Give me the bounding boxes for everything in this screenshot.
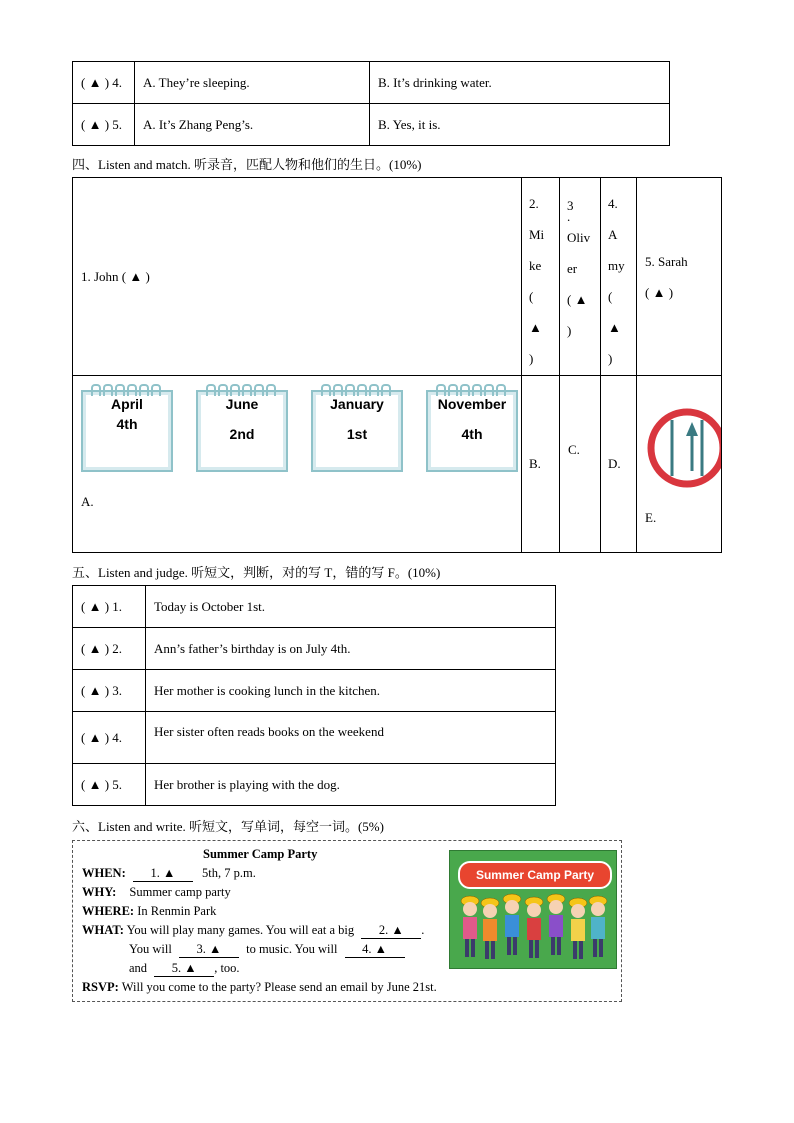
rsvp-line (82, 980, 437, 995)
person-oliver (560, 178, 601, 376)
what-text-1: You will play many games. You will eat a big (126, 923, 355, 937)
why-label: WHY: (82, 885, 117, 899)
calendar-day: 1st (346, 426, 368, 442)
statement: Her sister often reads books on the weekend (146, 712, 556, 764)
person-sarah (637, 178, 722, 376)
option-e-cell (637, 376, 722, 553)
amy-l4: ▲ (608, 320, 621, 335)
amy-l3: ( (608, 289, 613, 304)
sarah-l0: 5. Sarah (645, 253, 688, 269)
option-a: A. They’re sleeping. (135, 62, 370, 104)
section4-title: 四、Listen and match. 听录音，匹配人物和他们的生日。(10%) (72, 157, 422, 172)
mike-l4: ▲ (529, 320, 542, 335)
what-text-4: and (129, 961, 148, 975)
question-number: ( ▲ ) 5. (73, 104, 135, 146)
option-b: B. It’s drinking water. (370, 62, 670, 104)
oliver-l4: ( ▲ (567, 292, 588, 307)
oliver-l5: ) (567, 323, 572, 338)
mike-l3: ( (529, 289, 534, 304)
where-label: WHERE: (82, 904, 135, 918)
section6-title: 六、Listen and write. 听短文，写单词，每空一词。(5%) (72, 819, 384, 834)
what-text-2: You will (129, 942, 172, 956)
rsvp-text: Will you come to the party? Please send an email by June 21st. (121, 980, 437, 994)
calendar-month: January (330, 396, 384, 412)
option-a: A. It’s Zhang Peng’s. (135, 104, 370, 146)
what-line-2 (129, 942, 405, 958)
sarah-l1: ( ▲ ) (645, 284, 674, 300)
blank-3: 3. ▲ (179, 942, 239, 958)
option-a-cell (73, 376, 522, 553)
children-group-icon (450, 889, 616, 969)
statement: Today is October 1st. (146, 586, 556, 628)
party-banner: Summer Camp Party (458, 861, 612, 889)
table-row (73, 764, 556, 806)
person-mike (522, 178, 560, 376)
calendar-day: 4th (116, 416, 138, 432)
amy-l0: 4. (608, 196, 618, 211)
where-text: In Renmin Park (137, 904, 217, 918)
rsvp-label: RSVP: (82, 980, 119, 994)
match-table (72, 177, 722, 553)
calendar-month: June (225, 396, 259, 412)
why-text: Summer camp party (129, 885, 231, 899)
blank-5: 5. ▲ (154, 961, 214, 977)
mike-l2: ke (529, 258, 542, 273)
when-label: WHEN: (82, 866, 126, 880)
table-row (73, 670, 556, 712)
option-c-label: C. (568, 442, 580, 457)
invitation-heading: Summer Camp Party (203, 847, 318, 861)
calendar-day: 4th (461, 426, 483, 442)
amy-l1: A (608, 227, 618, 242)
oliver-l1: . (567, 209, 571, 224)
option-d-cell: D. (601, 376, 637, 553)
option-e-label: E. (645, 510, 657, 525)
why-line (82, 885, 231, 900)
party-image (449, 850, 617, 969)
table-row (73, 586, 556, 628)
table-row (73, 712, 556, 764)
when-rest: 5th, 7 p.m. (202, 866, 256, 880)
table-row (73, 628, 556, 670)
calendar-june (196, 384, 286, 470)
statement: Ann’s father’s birthday is on July 4th. (146, 628, 556, 670)
table-row (73, 104, 670, 146)
oliver-l0: 3 (567, 198, 574, 213)
table-row (73, 62, 670, 104)
calendar-april (81, 384, 171, 470)
what-line-3 (129, 961, 240, 977)
option-b: B. Yes, it is. (370, 104, 670, 146)
what-line-1: WHAT: You will play many games. You will eat a big 2. ▲ . (82, 923, 425, 937)
blank-2: 2. ▲ (361, 923, 421, 939)
mike-l5: ) (529, 351, 534, 366)
blank-4: 4. ▲ (345, 942, 405, 958)
amy-l5: ) (608, 351, 613, 366)
calendar-november (426, 384, 516, 470)
when-line (82, 866, 256, 882)
where-line (82, 904, 216, 919)
statement: Her mother is cooking lunch in the kitchen. (146, 670, 556, 712)
oliver-l3: er (567, 261, 578, 276)
question-number: ( ▲ ) 1. (73, 586, 146, 628)
option-a-label: A. (81, 494, 94, 509)
person-amy (601, 178, 637, 376)
judge-table (72, 585, 556, 806)
statement: Her brother is playing with the dog. (146, 764, 556, 806)
amy-l2: my (608, 258, 625, 273)
question-number: ( ▲ ) 2. (73, 628, 146, 670)
dates-row (73, 376, 722, 553)
what-label: WHAT: (82, 923, 124, 937)
question-number: ( ▲ ) 3. (73, 670, 146, 712)
question-number: ( ▲ ) 5. (73, 764, 146, 806)
section3-table (72, 61, 670, 146)
party-invitation (72, 840, 622, 1002)
question-number: ( ▲ ) 4. (73, 712, 146, 764)
blank-1: 1. ▲ (133, 866, 193, 882)
calendar-month: November (437, 396, 507, 412)
calendar-month: April (111, 396, 143, 412)
mike-l1: Mi (529, 227, 545, 242)
people-row (73, 178, 722, 376)
section5-title: 五、Listen and judge. 听短文，判断，对的写 T，错的写 F。(10%) (72, 565, 441, 580)
option-c-cell (560, 376, 601, 553)
question-number: ( ▲ ) 4. (73, 62, 135, 104)
calendar-january (311, 384, 401, 470)
calendar-day: 2nd (229, 426, 255, 442)
person-john: 1. John ( ▲ ) (73, 178, 522, 376)
what-text-5: , too. (214, 961, 240, 975)
mike-l0: 2. (529, 196, 539, 211)
oliver-l2: Oliv (567, 230, 591, 245)
what-text-3: to music. You will (246, 942, 338, 956)
option-b-cell: B. (522, 376, 560, 553)
